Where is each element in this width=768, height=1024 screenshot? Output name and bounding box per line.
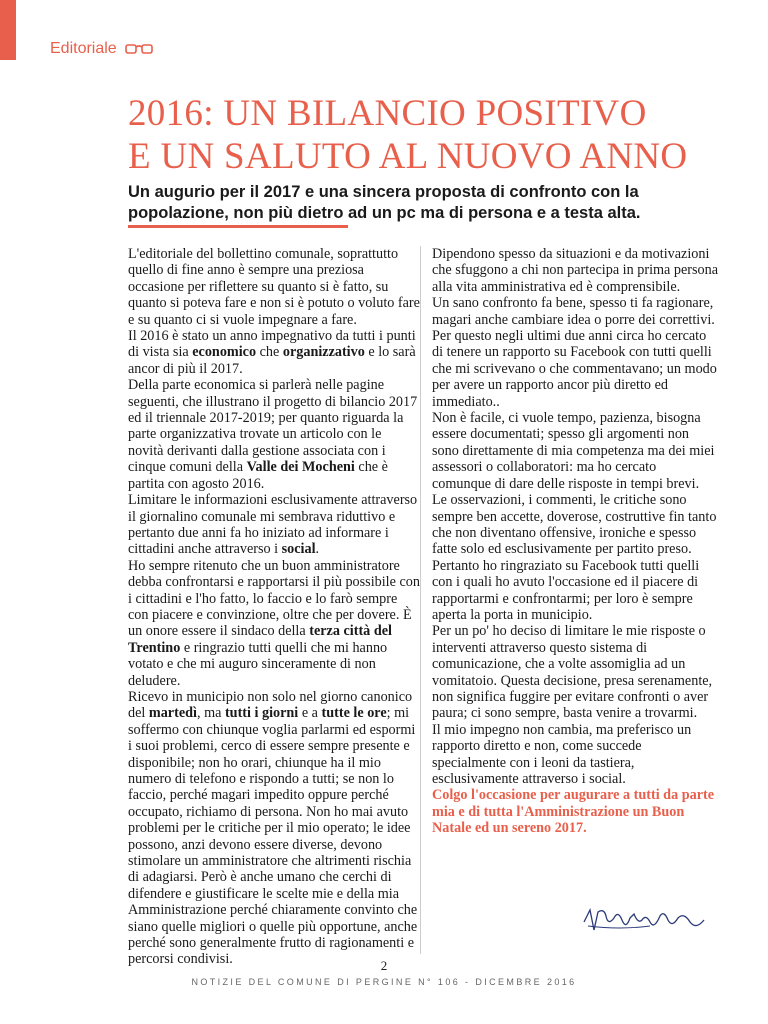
paragraph-2: Il 2016 è stato un anno impegnativo da tutti i punti di vista sia economico che organizzativo e lo sarà ancor di più il 2017. — [128, 328, 416, 377]
paragraph-3: Della parte economica si parlerà nelle pagine seguenti, che illustrano il progetto di bilancio 2017 ed il triennale 2017-2019; per quanto riguarda la parte organizzativa trovate un articolo con le novità derivanti dalla gestione associata con i cinque comuni della Valle dei Mocheni che è partita con agosto 2016. — [128, 377, 418, 492]
page-number: 2 — [380, 958, 388, 973]
paragraph-10: Non è facile, ci vuole tempo, pazienza, bisogna essere documentati; spesso gli argomenti non sono direttamente di mia competenza ma dei miei assessori o collaboratori: ma ho cercato comunque di dare delle risposte in tempi brevi. — [432, 410, 715, 492]
paragraph-4: Limitare le informazioni esclusivamente attraverso il giornalino comunale mi sembrava riduttivo e pertanto due anni fa ho iniziato ad informare i cittadini anche attraverso i social. — [128, 492, 418, 558]
paragraph-9: Per questo negli ultimi due anni circa ho cercato di tenere un rapporto su Facebook con tutti quelli che mi scrivevano o che commentavano; un modo per avere un rapporto ancor più diretto ed immediato.. — [432, 328, 717, 410]
title-underline — [128, 225, 348, 228]
paragraph-5: Ho sempre ritenuto che un buon amministratore debba confrontarsi e rapportarsi il più possibile con i cittadini e l'ho fatto, lo faccio e lo farò sempre con piacere e convinzione, oltre che per dovere. È un onore essere il sindaco della terza città del Trentino e ringrazio tutti quelli che mi hanno votato e che mi auguro sinceramente di non deludere. — [128, 557, 420, 689]
paragraph-12: Per un po' ho deciso di limitare le mie risposte o interventi attraverso questo sistema di comunicazione, che a volte assomiglia ad un vomitatoio. Questa decisione, presa serenamente, non significa fuggire per evitare confronti o aver paura; ci sono sempre, basta venire a trovarmi. — [432, 623, 713, 722]
paragraph-11: Le osservazioni, i commenti, le critiche sono sempre ben accette, doverose, costruttive fin tanto che non diventano offensive, ironiche e spesso fatte solo ed esclusivamente per partito preso. Pertanto ho ringraziato su Facebook tutti quelli con i quali ho avuto l'occasione ed il piacere di rapportarmi e confrontarmi; per loro è sempre aperta la porta in municipio. — [432, 492, 717, 623]
page-footer: NOTIZIE DEL COMUNE DI PERGINE N° 106 - DICEMBRE 2016 — [191, 977, 577, 987]
paragraph-8: Un sano confronto fa bene, spesso ti fa ragionare, magari anche cambiare idea o porre dei correttivi. — [432, 295, 715, 328]
section-label-text: Editoriale — [50, 40, 117, 57]
right-column — [432, 246, 718, 837]
closing-greeting: Colgo l'occasione per augurare a tutti da parte mia e di tutta l'Amministrazione un Buon Natale ed un sereno 2017. — [432, 787, 715, 837]
left-column — [128, 246, 420, 968]
paragraph-13: Il mio impegno non cambia, ma preferisco un rapporto diretto e non, come succede specialmente con i leoni da tastiera, esclusivamente attraverso i social. — [432, 721, 692, 787]
title-line-1: 2016: UN BILANCIO POSITIVO — [128, 93, 647, 134]
corner-accent-block — [0, 0, 16, 60]
title-line-2: E UN SALUTO AL NUOVO ANNO — [128, 136, 688, 177]
page-title — [128, 92, 728, 178]
paragraph-1: L'editoriale del bollettino comunale, soprattutto quello di fine anno è sempre una preziosa occasione per riflettere su quanto si è fatto, su quanto si poteva fare e non si è potuto o voluto fare e su quanto ci si vuole impegnare a fare. — [128, 246, 420, 328]
subtitle: Un augurio per il 2017 e una sincera proposta di confronto con la popolazione, non più dietro ad un pc ma di persona e a testa alta. — [128, 183, 641, 222]
paragraph-7: Dipendono spesso da situazioni e da motivazioni che sfuggono a chi non partecipa in prima persona alla vita amministrativa ed è comprensibile. — [432, 246, 719, 295]
section-label — [50, 40, 153, 58]
glasses-icon — [125, 43, 153, 55]
paragraph-6: Ricevo in municipio non solo nel giorno canonico del martedì, ma tutti i giorni e a tutte le ore; mi soffermo con chiunque voglia parlarmi ed espormi i suoi problemi, cerco di essere sempre presente e disponibile; non ho orari, chiunque ha il mio numero di telefono e rispondo a tutti; se non lo faccio, perché magari impedito oppure perché occupato, richiamo di persona. Non ho mai avuto problemi per le critiche per il mio operato; le idee possono, anzi devono essere diverse, devono stimolare un amministratore che altrimenti rischia di adagiarsi. Però è anche umano che cerchi di difendere e giustificare le scelte mie e della mia Amministrazione perché chiaramente convinto che siano quelle migliori o quelle più opportune, anche perché sono generalmente frutto di ragionamenti e percorsi condivisi. — [128, 688, 418, 968]
column-divider — [420, 246, 421, 954]
signature — [580, 900, 710, 945]
